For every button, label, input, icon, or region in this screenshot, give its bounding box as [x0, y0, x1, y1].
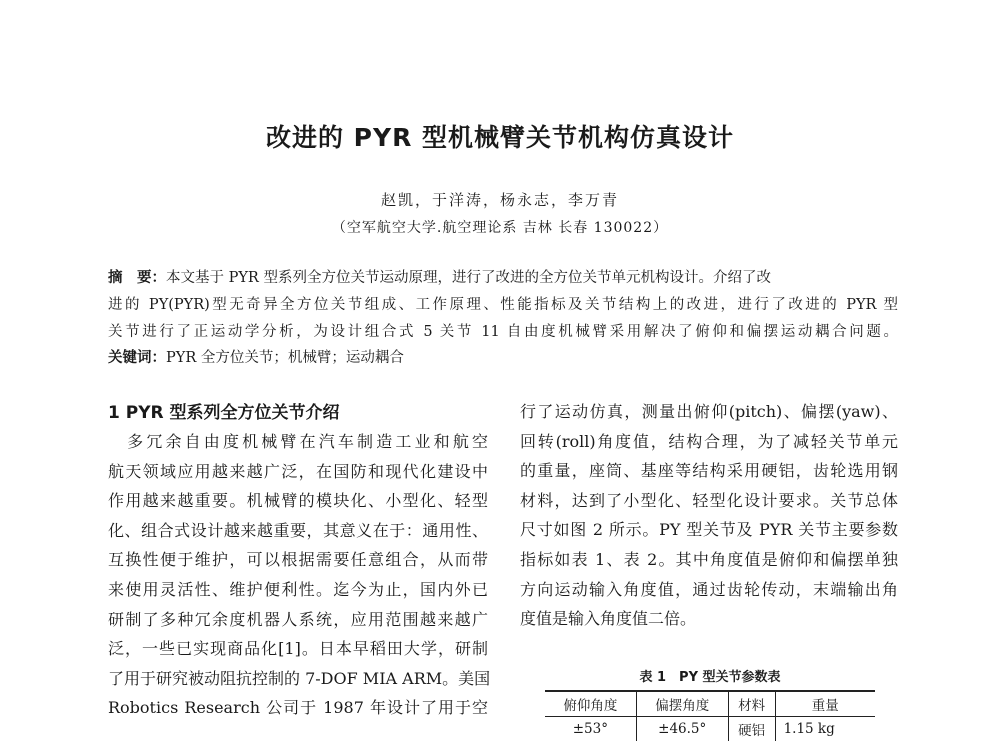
- keywords-text: PYR 全方位关节；机械臂；运动耦合: [166, 350, 404, 366]
- body-text-line: 指标如表 1、表 2。其中角度值是俯仰和偏摆单独: [520, 550, 898, 569]
- abstract-line: 进的 PY(PYR)型无奇异全方位关节组成、工作原理、性能指标及关节结构上的改进，进行了改进的 PYR 型: [108, 297, 898, 313]
- body-text-line: 研制了多种冗余度机器人系统，应用范围越来越广: [108, 609, 488, 629]
- table-header-row: [545, 691, 875, 717]
- abstract-label: 摘 要：: [108, 270, 166, 286]
- body-text-line: 行了运动仿真，测量出俯仰(pitch)、偏摆(yaw)、: [520, 402, 898, 421]
- body-text-line: 方向运动输入角度值，通过齿轮传动，末端输出角: [520, 579, 898, 599]
- parameter-table: [545, 690, 875, 741]
- body-text-line: 材料，达到了小型化、轻型化设计要求。关节总体: [520, 490, 898, 510]
- abstract-line: [108, 266, 898, 287]
- body-text-line: 来使用灵活性、维护便利性。迄今为止，国内外已: [108, 580, 488, 599]
- body-text-line: 多冗余自由度机械臂在汽车制造工业和航空: [108, 432, 488, 451]
- body-text-line: 了用于研究被动阻抗控制的 7-DOF MIA ARM。美国: [108, 668, 491, 688]
- table-header: 偏摆角度: [636, 691, 728, 717]
- table-row: [545, 717, 875, 742]
- body-text-line: 度值是输入角度值二倍。: [520, 609, 697, 629]
- body-text-line: 尺寸如图 2 所示。PY 型关节及 PYR 关节主要参数: [520, 520, 898, 540]
- section-heading: 1 PYR 型系列全方位关节介绍: [108, 403, 340, 423]
- abstract-text: 本文基于 PYR 型系列全方位关节运动原理，进行了改进的全方位关节单元机构设计。介绍了改: [166, 270, 771, 286]
- table-cell: 硬铝: [728, 717, 775, 742]
- body-text-line: Robotics Research 公司于 1987 年设计了用于空: [108, 698, 488, 718]
- body-text-line: 航天领域应用越来越广泛，在国防和现代化建设中: [108, 461, 488, 481]
- keywords-label: 关键词：: [108, 350, 166, 366]
- table-cell: ±53°: [545, 717, 636, 742]
- body-text-line: 的重量，座筒、基座等结构采用硬铝，齿轮选用钢: [520, 461, 898, 481]
- body-text-line: 回转(roll)角度值，结构合理，为了减轻关节单元: [520, 431, 898, 451]
- table-cell: ±46.5°: [636, 717, 728, 742]
- body-text-line: 泛，一些已实现商品化[1]。日本早稻田大学，研制: [108, 639, 488, 659]
- affiliation: （空军航空大学.航空理论系 吉林 长春 130022）: [331, 220, 669, 236]
- keywords: [108, 346, 404, 367]
- authors: 赵凯，于洋涛，杨永志，李万青: [380, 191, 619, 209]
- abstract-line: 关节进行了正运动学分析，为设计组合式 5 关节 11 自由度机械臂采用解决了俯仰和偏摆运动耦合问题。: [108, 324, 898, 340]
- table-header: 材料: [728, 691, 775, 717]
- paper-title: 改进的 PYR 型机械臂关节机构仿真设计: [265, 123, 735, 152]
- table-caption: 表 1 PY 型关节参数表: [639, 670, 781, 685]
- table-cell: 1.15 kg: [783, 721, 835, 737]
- body-text-line: 互换性便于维护，可以根据需要任意组合，从而带: [108, 550, 488, 570]
- table-header: 重量: [775, 691, 875, 717]
- body-text-line: 化、组合式设计越来越重要，其意义在于：通用性、: [108, 520, 488, 540]
- table-header: 俯仰角度: [545, 691, 636, 717]
- body-text-line: 作用越来越重要。机械臂的模块化、小型化、轻型: [108, 491, 488, 511]
